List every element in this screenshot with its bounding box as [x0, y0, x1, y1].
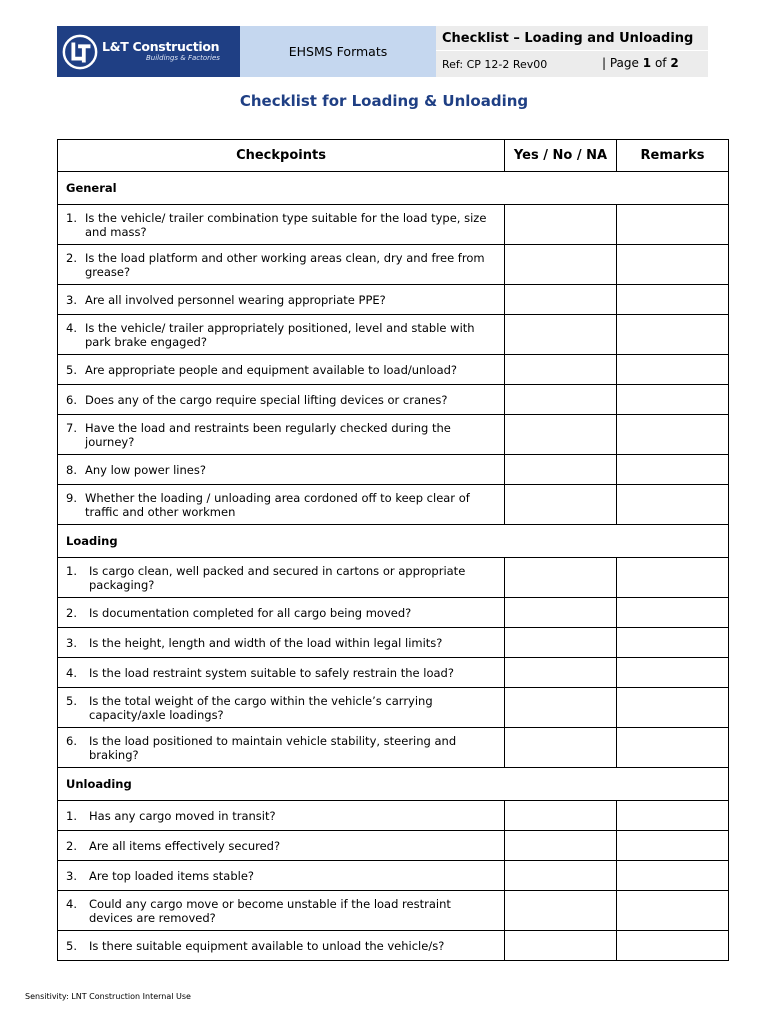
yes-no-na-cell[interactable]: [505, 205, 617, 245]
yes-no-na-cell[interactable]: [505, 355, 617, 385]
checkpoint-cell: [58, 831, 505, 861]
checkpoint-cell: [58, 658, 505, 688]
checkpoint-text: Are all involved personnel wearing appropriate PPE?: [85, 292, 386, 307]
checkpoint-text: Is the vehicle/ trailer appropriately positioned, level and stable with park brake engaged?: [85, 320, 475, 349]
item-number: 9.: [66, 490, 77, 505]
section-row: [58, 172, 729, 205]
checkpoint-cell: [58, 598, 505, 628]
remarks-cell[interactable]: [617, 415, 729, 455]
table-row: [58, 315, 729, 355]
yes-no-na-cell[interactable]: [505, 415, 617, 455]
item-number: 1.: [66, 210, 77, 225]
table-row: [58, 891, 729, 931]
yes-no-na-cell[interactable]: [505, 931, 617, 961]
brand-name: L&T Construction: [102, 39, 220, 54]
table-row: [58, 415, 729, 455]
yes-no-na-cell[interactable]: [505, 801, 617, 831]
checklist-title: Checklist – Loading and Unloading: [436, 26, 708, 51]
item-number: 5.: [66, 362, 77, 377]
checkpoint-cell: [58, 891, 505, 931]
remarks-cell[interactable]: [617, 658, 729, 688]
table-row: [58, 861, 729, 891]
remarks-cell[interactable]: [617, 355, 729, 385]
yes-no-na-cell[interactable]: [505, 688, 617, 728]
yes-no-na-cell[interactable]: [505, 558, 617, 598]
yes-no-na-cell[interactable]: [505, 485, 617, 525]
item-number: 3.: [66, 292, 77, 307]
checkpoint-text: Is the load positioned to maintain vehicle stability, steering and braking?: [89, 733, 457, 762]
lt-logo-icon: [61, 33, 99, 71]
checkpoint-text: Is the vehicle/ trailer combination type suitable for the load type, size and mass?: [85, 210, 487, 239]
checkpoint-cell: [58, 861, 505, 891]
item-number: 6.: [66, 733, 77, 748]
checkpoint-text: Is the height, length and width of the load within legal limits?: [89, 635, 443, 650]
checkpoint-text: Is the load restraint system suitable to safely restrain the load?: [89, 665, 454, 680]
formats-label: EHSMS Formats: [240, 26, 436, 77]
table-row: [58, 385, 729, 415]
remarks-cell[interactable]: [617, 315, 729, 355]
checkpoint-text: Have the load and restraints been regularly checked during the journey?: [85, 420, 451, 449]
reference-cell: [436, 51, 708, 77]
remarks-cell[interactable]: [617, 831, 729, 861]
item-number: 7.: [66, 420, 77, 435]
checkpoint-cell: [58, 285, 505, 315]
yes-no-na-cell[interactable]: [505, 455, 617, 485]
yes-no-na-cell[interactable]: [505, 598, 617, 628]
item-number: 5.: [66, 938, 77, 953]
checkpoint-cell: [58, 801, 505, 831]
table-row: [58, 658, 729, 688]
checkpoint-text: Are all items effectively secured?: [89, 838, 281, 853]
remarks-cell[interactable]: [617, 558, 729, 598]
checkpoint-text: Is the total weight of the cargo within the vehicle’s carrying capacity/axle loadings?: [89, 693, 433, 722]
table-row: [58, 598, 729, 628]
yes-no-na-cell[interactable]: [505, 658, 617, 688]
page-indicator: | Page 1 of 2: [602, 56, 679, 70]
item-number: 4.: [66, 896, 77, 911]
item-number: 5.: [66, 693, 77, 708]
item-number: 2.: [66, 838, 77, 853]
checkpoint-text: Is cargo clean, well packed and secured in cartons or appropriate packaging?: [89, 563, 466, 592]
item-number: 8.: [66, 462, 77, 477]
header-yes-no-na: Yes / No / NA: [505, 140, 617, 172]
table-row: [58, 688, 729, 728]
remarks-cell[interactable]: [617, 861, 729, 891]
remarks-cell[interactable]: [617, 485, 729, 525]
remarks-cell[interactable]: [617, 688, 729, 728]
item-number: 6.: [66, 392, 77, 407]
remarks-cell[interactable]: [617, 891, 729, 931]
remarks-cell[interactable]: [617, 205, 729, 245]
page-total: 2: [670, 56, 679, 70]
document-header: [57, 26, 708, 77]
yes-no-na-cell[interactable]: [505, 385, 617, 415]
checkpoint-cell: [58, 558, 505, 598]
remarks-cell[interactable]: [617, 245, 729, 285]
yes-no-na-cell[interactable]: [505, 728, 617, 768]
checkpoint-cell: [58, 485, 505, 525]
checkpoint-text: Has any cargo moved in transit?: [89, 808, 276, 823]
table-row: [58, 245, 729, 285]
table-row: [58, 455, 729, 485]
checkpoint-text: Is there suitable equipment available to unload the vehicle/s?: [89, 938, 445, 953]
remarks-cell[interactable]: [617, 598, 729, 628]
item-number: 2.: [66, 605, 77, 620]
checkpoint-text: Any low power lines?: [85, 462, 206, 477]
item-number: 3.: [66, 868, 77, 883]
checkpoint-text: Are top loaded items stable?: [89, 868, 255, 883]
table-row: [58, 205, 729, 245]
remarks-cell[interactable]: [617, 385, 729, 415]
section-row: [58, 768, 729, 801]
table-row: [58, 831, 729, 861]
checkpoint-text: Could any cargo move or become unstable if the load restraint devices are removed?: [89, 896, 451, 925]
yes-no-na-cell[interactable]: [505, 245, 617, 285]
table-row: [58, 355, 729, 385]
checkpoint-text: Is the load platform and other working areas clean, dry and free from grease?: [85, 250, 485, 279]
checkpoint-cell: [58, 931, 505, 961]
item-number: 4.: [66, 665, 77, 680]
table-row: [58, 728, 729, 768]
checkpoint-cell: [58, 355, 505, 385]
document-title: Checklist for Loading & Unloading: [239, 92, 529, 110]
item-number: 2.: [66, 250, 77, 265]
yes-no-na-cell[interactable]: [505, 831, 617, 861]
item-number: 1.: [66, 808, 77, 823]
checkpoint-text: Whether the loading / unloading area cordoned off to keep clear of traffic and other workmen: [85, 490, 470, 519]
remarks-cell[interactable]: [617, 628, 729, 658]
item-number: 3.: [66, 635, 77, 650]
brand-subtitle: Buildings & Factories: [146, 54, 220, 62]
checkpoint-cell: [58, 728, 505, 768]
checkpoint-text: Are appropriate people and equipment available to load/unload?: [85, 362, 458, 377]
checkpoint-cell: [58, 315, 505, 355]
remarks-cell[interactable]: [617, 728, 729, 768]
table-row: [58, 628, 729, 658]
checkpoint-text: Is documentation completed for all cargo being moved?: [89, 605, 412, 620]
table-row: [58, 285, 729, 315]
table-row: [58, 485, 729, 525]
table-row: [58, 931, 729, 961]
item-number: 1.: [66, 563, 77, 578]
remarks-cell[interactable]: [617, 931, 729, 961]
checkpoint-cell: [58, 205, 505, 245]
reference-number: Ref: CP 12-2 Rev00: [442, 57, 548, 71]
header-remarks: Remarks: [617, 140, 729, 172]
remarks-cell[interactable]: [617, 285, 729, 315]
checkpoint-cell: [58, 245, 505, 285]
company-logo: [57, 26, 240, 77]
item-number: 4.: [66, 320, 77, 335]
table-row: [58, 801, 729, 831]
section-title: Loading: [58, 525, 729, 558]
remarks-cell[interactable]: [617, 801, 729, 831]
section-title: General: [58, 172, 729, 205]
checklist-table: [57, 139, 729, 961]
checkpoint-text: Does any of the cargo require special lifting devices or cranes?: [85, 392, 448, 407]
yes-no-na-cell[interactable]: [505, 891, 617, 931]
checkpoint-cell: [58, 455, 505, 485]
checkpoint-cell: [58, 628, 505, 658]
checkpoint-cell: [58, 385, 505, 415]
remarks-cell[interactable]: [617, 455, 729, 485]
header-checkpoints: Checkpoints: [58, 140, 505, 172]
yes-no-na-cell[interactable]: [505, 285, 617, 315]
sensitivity-footer: Sensitivity: LNT Construction Internal Use: [25, 992, 191, 1001]
checklist-body: [58, 172, 729, 961]
page-number: 1: [642, 56, 652, 70]
checkpoint-cell: [58, 688, 505, 728]
yes-no-na-cell[interactable]: [505, 628, 617, 658]
yes-no-na-cell[interactable]: [505, 315, 617, 355]
page-of: of: [654, 56, 667, 70]
table-row: [58, 558, 729, 598]
section-row: [58, 525, 729, 558]
checkpoint-cell: [58, 415, 505, 455]
section-title: Unloading: [58, 768, 729, 801]
yes-no-na-cell[interactable]: [505, 861, 617, 891]
page-word: Page: [609, 56, 639, 70]
